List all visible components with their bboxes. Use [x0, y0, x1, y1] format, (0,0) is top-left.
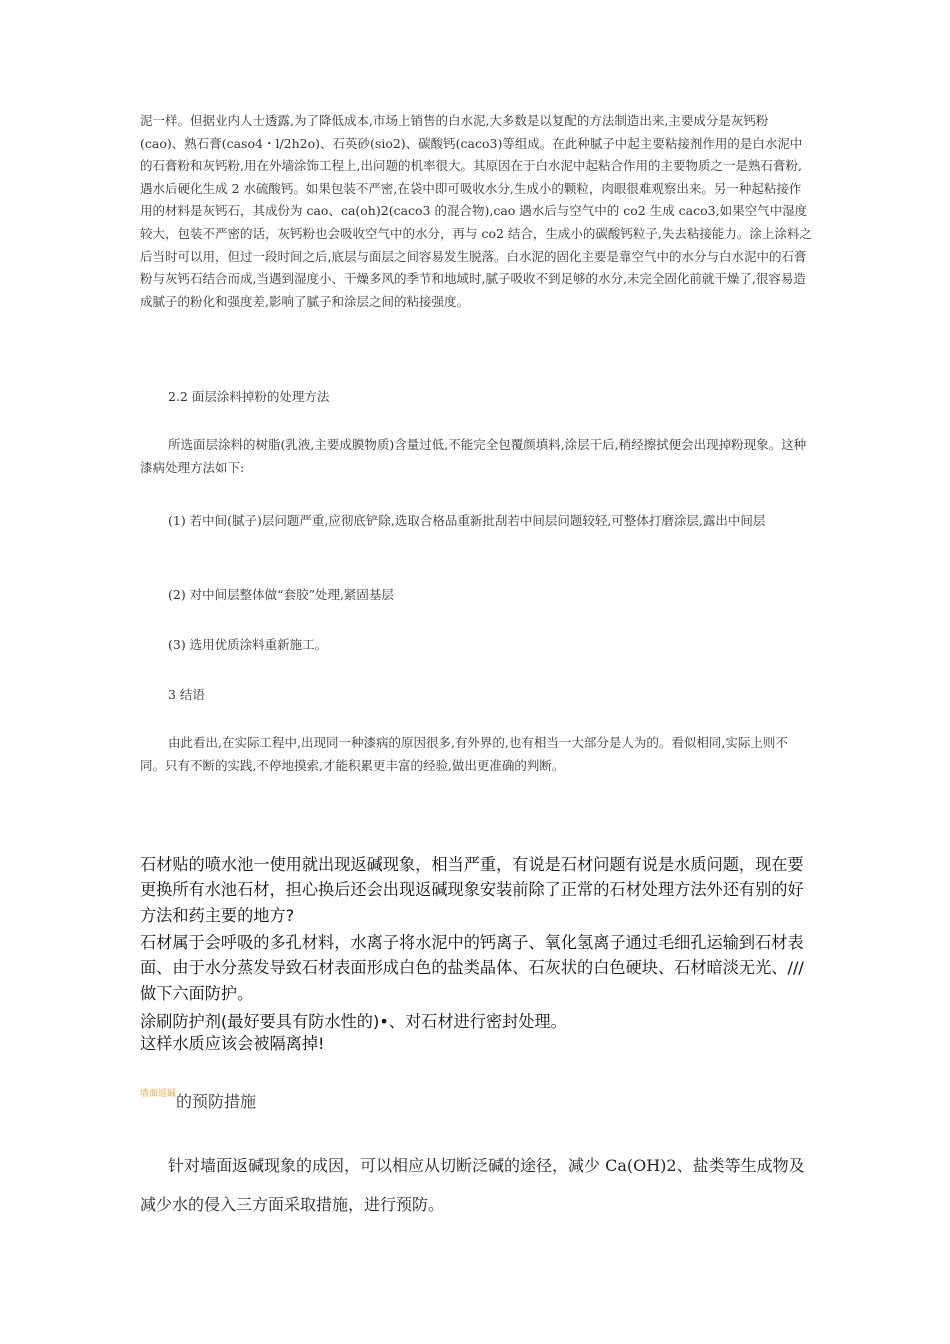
paragraph-conclusion: 由此看出,在实际工程中,出现同一种漆病的原因很多,有外界的,也有相当一大部分是人为的。看似相同,实际上则不同。只有不断的实践,不停地摸索,才能积累更丰富的经验,做出更准确的判断。 [140, 735, 788, 773]
heading-2-2: 2.2 面层涂料掉粉的处理方法 [168, 389, 330, 404]
qa-answer-2: 涂刷防护剂(最好要具有防水性的)•、对石材进行密封处理。 [140, 1012, 567, 1031]
paragraph-powdering-cause: 所选面层涂料的树脂(乳液,主要成膜物质)含量过低,不能完全包覆颜填料,涂层干后,稍经擦拭便会出现掉粉现象。这种漆病处理方法如下: [140, 437, 807, 475]
list-item-3: (3) 选用优质涂料重新施工。 [168, 637, 328, 652]
list-item-2: (2) 对中间层整体做“套胶”处理,紧固基层 [168, 587, 394, 602]
prevention-heading [140, 1088, 812, 1116]
qa-question: 石材贴的喷水池一使用就出现返碱现象，相当严重，有说是石材问题有说是水质问题，现在要更换所有水池石材，担心换后还会出现返碱现象安装前除了正常的石材处理方法外还有别的好方法和药主要的地方? [140, 855, 804, 925]
heading-3-conclusion: 3 结语 [168, 687, 205, 702]
wall-efflorescence-link[interactable]: 墙面返碱 [140, 1089, 177, 1099]
qa-answer-3: 这样水质应该会被隔离掉! [140, 1034, 325, 1053]
paragraph-prevention: 针对墙面返碱现象的成因，可以相应从切断泛碱的途径，减少 Ca(OH)2、盐类等生成物及减少水的侵入三方面采取措施，进行预防。 [140, 1156, 805, 1214]
qa-answer-1: 石材属于会呼吸的多孔材料，水离子将水泥中的钙离子、氧化氢离子通过毛细孔运输到石材表面、由于水分蒸发导致石材表面形成白色的盐类晶体、石灰状的白色硬块、石材暗淡无光、///做下六面防护。 [140, 933, 804, 1003]
prevention-heading-text: 的预防措施 [176, 1092, 257, 1111]
paragraph-white-cement-cause: 泥一样。但据业内人士透露,为了降低成本,市场上销售的白水泥,大多数是以复配的方法制造出来,主要成分是灰钙粉(cao)、熟石膏(caso4・l/2h2o)、石英砂(sio2)、碳酸钙(caco3)等组成。在此种腻子中起主要粘接剂作用的是白水泥中的石膏粉和灰钙粉,用在外墙涂饰工程上,出问题的机率很大。其原因在于白水泥中起粘合作用的主要物质之一是熟石膏粉,遇水后硬化生成 2 水硫酸钙。如果包装不严密,在袋中即可吸收水分,生成小的颗粒，肉眼很难观察出来。另一种起粘接作用的材料是灰钙石，其成份为 cao、ca(oh)2(caco3 的混合物),cao 遇水后与空气中的 co2 生成 caco3,如果空气中湿度较大，包装不严密的话，灰钙粉也会吸收空气中的水分，再与 co2 结合，生成小的碳酸钙粒子,失去粘接能力。涂上涂料之后当时可以用，但过一段时间之后,底层与面层之间容易发生脱落。白水泥的固化主要是靠空气中的水分与白水泥中的石膏粉与灰钙石结合而成,当遇到湿度小、干燥多风的季节和地域时,腻子吸收不到足够的水分,未完全固化前就干燥了,很容易造成腻子的粉化和强度差,影响了腻子和涂层之间的粘接强度。 [140, 113, 812, 309]
list-item-1: (1) 若中间(腻子)层问题严重,应彻底铲除,选取合格品重新批刮若中间层问题较轻,可整体打磨涂层,露出中间层 [168, 513, 766, 528]
